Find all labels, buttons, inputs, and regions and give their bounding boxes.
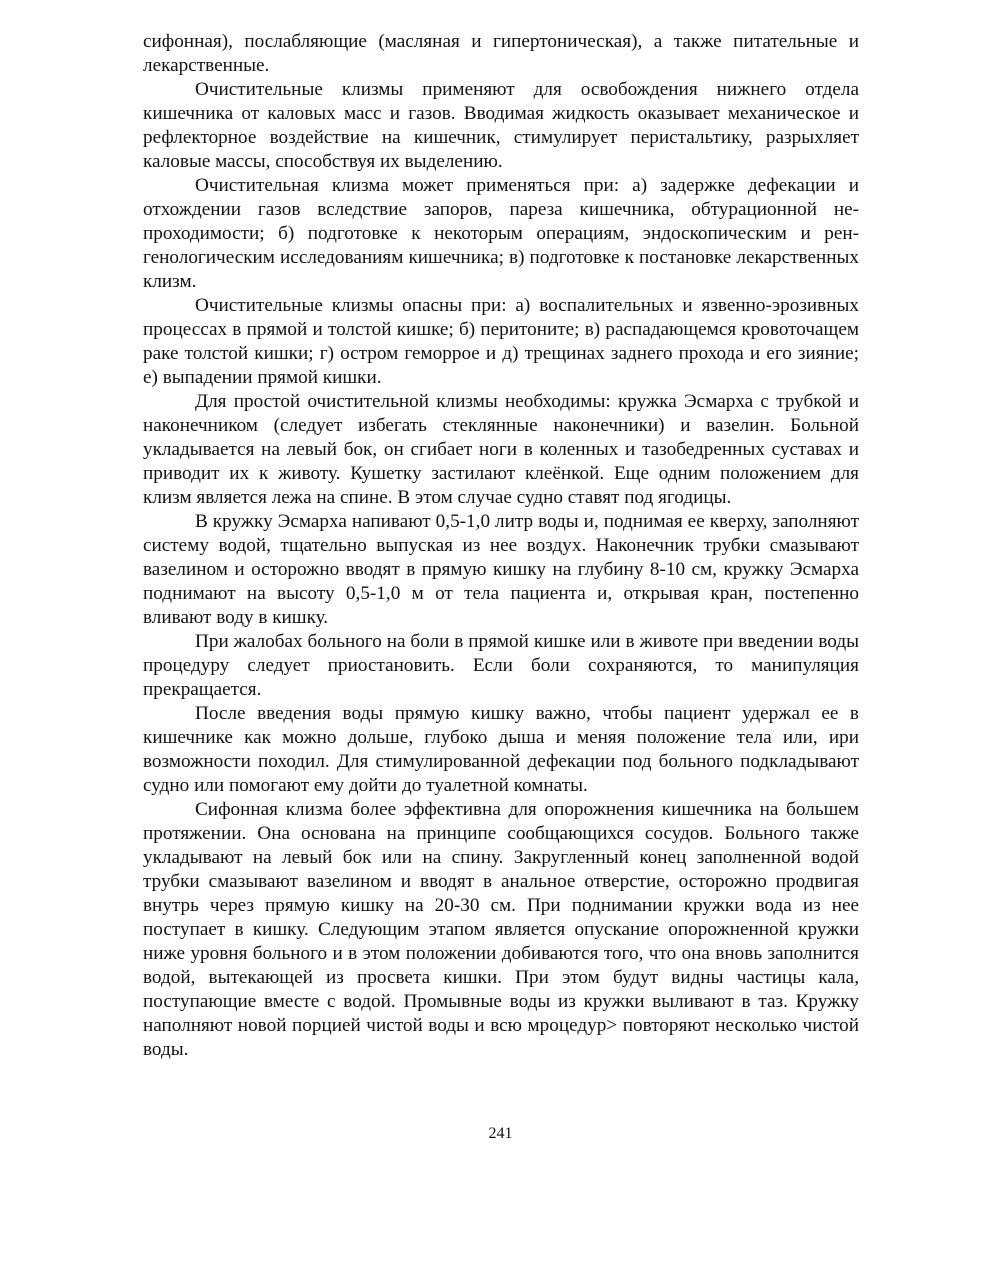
paragraph-cleansing-purpose: Очистительные клизмы применяют для освобождения нижнего отдела кишечника от каловых масс и газов. Вводимая жидкость оказывает механическое и рефлекторное воздействие на кишечник, стимулирует перистальтику, разрыхляет каловые массы, способствуя их выделению.: [143, 79, 859, 172]
paragraph-continuation: сифонная), послабляющие (масляная и гипертоническая), а также питательные и лекарственные.: [143, 31, 859, 76]
page-number: 241: [488, 1125, 513, 1142]
paragraph-siphon-enema: Сифонная клизма более эффективна для опорожнения кишечника на большем протяжении. Она основана на принципе сообщающихся сосудов. Больного также укладывают на левый бок или на спину. Закругленный конец заполненной водой трубки смазывают вазелином и вводят в анальное отверстие, осторожно продвигая внутрь через прямую кишку на 20-30 см. При поднимании кружки вода из нее поступает в кишку. Следующим этапом является опускание опорожненной кружки ниже уровня больного и в этом положении добиваются того, что она вновь заполнится водой, вытекающей из просвета кишки. При этом будут видны частицы кала, поступающие вместе с водой. Промывные воды из кружки выливают в таз. Кружку наполняют новой порцией чистой воды и всю мроцедур> повторяют несколько чистой воды.: [143, 799, 859, 1060]
paragraph-after-introduction: После введения воды прямую кишку важно, чтобы пациент удержал ее в кишечнике как можно дольше, глубоко дыша и меняя положение тела или, ири возможности походил. Для стимулированной дефекации под больного подкладывают судно или помогают ему дойти до туалетной комнаты.: [143, 703, 859, 796]
paragraph-procedure: В кружку Эсмарха напивают 0,5-1,0 литр воды и, поднимая ее кверху, заполняют систему водой, тщательно выпуская из нее воздух. Наконечник трубки смазывают вазелином и осторожно вводят в прямую кишку на глубину 8-10 см, кружку Эсмарха поднимают на высоту 0,5-1,0 м от тела пациента и, открывая кран, постепенно вливают воду в кишку.: [143, 511, 859, 628]
paragraph-cleansing-contraindications: Очистительные клизмы опасны при: а) воспалительных и язвенно-эрозивных процессах в прямой и толстой кишке; б) перитоните; в) распадающемся кровоточащем раке толстой кишки; г) остром геморрое и д) трещинах заднего прохода и его зияние; е) выпадении прямой кишки.: [143, 295, 859, 388]
paragraph-cleansing-indications: Очистительная клизма может применяться при: а) задержке дефекации и отхождении газов вследствие запоров, пареза кишечника, обтурационной непроходимости; б) подготовке к некоторым операциям, эндоскопическим и ренгенологическим исследованиям кишечника; в) подготовке к постановке лекарственных клизм.: [143, 175, 859, 292]
body-text: [143, 30, 859, 1062]
paragraph-complaints: При жалобах больного на боли в прямой кишке или в животе при введении воды процедуру следует приостановить. Если боли сохраняются, то манипуляция прекращается.: [143, 631, 859, 700]
paragraph-equipment: Для простой очистительной клизмы необходимы: кружка Эсмарха с трубкой и наконечником (следует избегать стеклянные наконечники) и вазелин. Больной укладывается на левый бок, он сгибает ноги в коленных и тазобедренных суставах и приводит их к животу. Кушетку застилают клеёнкой. Еще одним положением для клизм является лежа на спине. В этом случае судно ставят под ягодицы.: [143, 391, 859, 508]
